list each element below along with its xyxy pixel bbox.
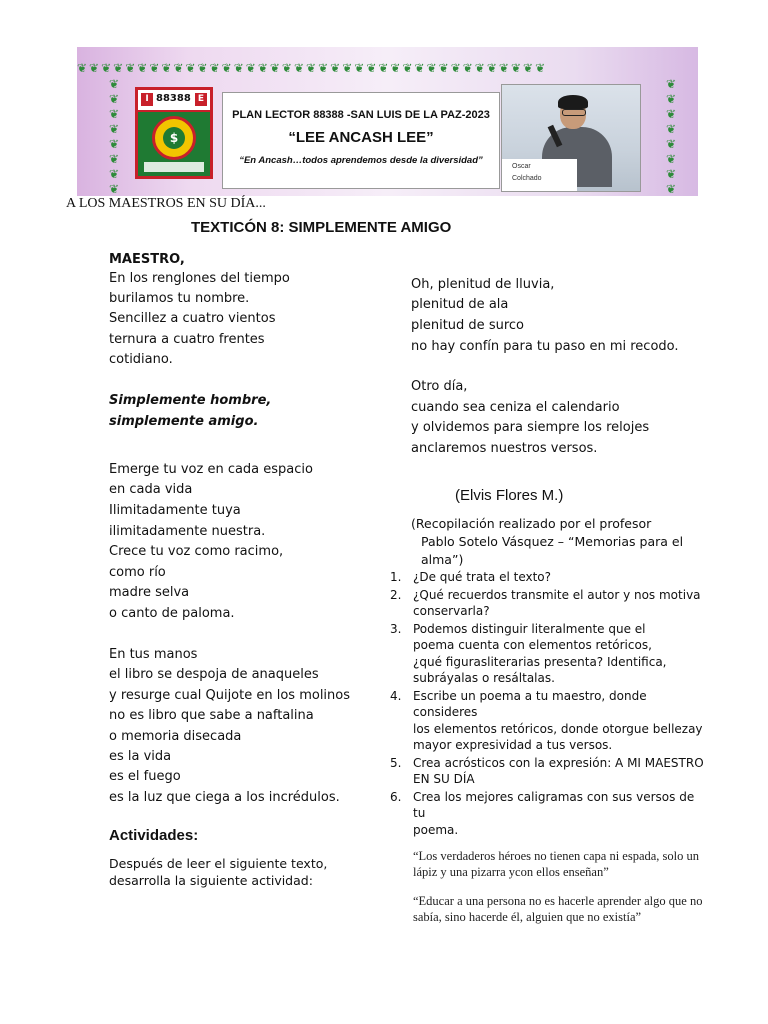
list-item [385,755,705,788]
item-text: Podemos distinguir literalmente que el [413,621,646,636]
activities-list [385,569,705,839]
poem-line: Oh, plenitud de lluvia, [411,277,555,292]
poem-line: Simplemente hombre, [109,393,272,408]
compilation-line: alma”) [421,552,464,567]
poem-line: es la luz que ciega a los incrédulos. [109,790,340,805]
poem-line: no hay confín para tu paso en mi recodo. [411,339,679,354]
item-text: los elementos retóricos, donde otorgue bellezay [413,721,703,736]
poem-line: como río [109,565,166,580]
item-text: ¿De qué trata el texto? [413,570,552,584]
vine-border-left: ❦ ❦ ❦ ❦ ❦ ❦ ❦ ❦ [108,77,120,195]
school-logo [135,87,213,179]
item-number: 4. [390,688,402,703]
compilation-note [411,515,711,569]
plan-lector-line: PLAN LECTOR 88388 -SAN LUIS DE LA PAZ-2023 [232,109,490,121]
item-number: 5. [390,755,402,770]
logo-seal [152,116,196,160]
program-slogan: “En Ancash…todos aprendemos desde la diversidad” [239,155,483,166]
poem-line: no es libro que sabe a naftalina [109,708,314,723]
quote-heroes: “Los verdaderos héroes no tienen capa ni espada, solo un lápiz y una pizarra ycon ellos enseñan” [413,849,700,879]
poem-line: plenitud de surco [411,318,524,333]
poem-line: simplemente amigo. [109,414,259,429]
item-number: 6. [390,789,402,804]
quote-educate: “Educar a una persona no es hacerle aprender algo que no sabía, sino hacerde él, alguien que no existía” [413,894,703,924]
logo-emblem-icon: $ [163,127,185,149]
item-text: Escribe un poema a tu maestro, donde consideres [413,688,647,719]
list-item [385,587,705,620]
item-text: conservarla? [413,604,490,618]
poem-line: madre selva [109,585,190,600]
poem-line: ilimitadamente nuestra. [109,524,266,539]
compilation-line: (Recopilación realizado por el profesor [411,516,652,531]
poem-line: cuando sea ceniza el calendario [411,400,620,415]
activities-heading: Actividades: [109,827,199,844]
author-photo [501,84,641,192]
logo-number: 88388 [156,93,191,104]
item-text: EN SU DÍA [413,772,475,786]
poem-line: Sencillez a cuatro vientos [109,311,276,326]
poem-line: En tus manos [109,647,198,662]
poem-line: o canto de paloma. [109,606,235,621]
logo-letter-left: I [141,93,153,106]
poem-line: anclaremos nuestros versos. [411,441,598,456]
poem-line: cotidiano. [109,352,173,367]
item-number: 2. [390,587,402,602]
poem-line: Otro día, [411,379,468,394]
list-item [385,569,705,586]
item-text: poema. [413,822,459,837]
poem-line: y olvidemos para siempre los relojes [411,420,650,435]
item-text: mayor expresividad a tus versos. [413,738,613,752]
poem-line: es la vida [109,749,172,764]
item-text: poema cuenta con elementos retóricos, [413,638,652,652]
item-text: subráyalas o resáltalas. [413,671,555,685]
logo-header [138,90,210,112]
poem-line: ternura a cuatro frentes [109,332,265,347]
poem-line: y resurge cual Quijote en los molinos [109,688,351,703]
photo-caption-last: Colchado [512,175,542,182]
program-name: “LEE ANCASH LEE” [288,129,434,146]
poem-line: Ilimitadamente tuya [109,503,241,518]
glasses-icon [562,109,586,116]
poem-line: En los renglones del tiempo [109,271,290,286]
poem-line: Crece tu voz como racimo, [109,544,284,559]
photo-caption-first: Oscar [512,163,531,170]
poem-author: (Elvis Flores M.) [455,487,564,504]
list-item [385,688,705,754]
logo-letter-right: E [195,93,207,106]
poem-line: plenitud de ala [411,297,509,312]
poem-line: el libro se despoja de anaqueles [109,667,319,682]
poem-line: MAESTRO, [109,252,185,267]
list-item [385,789,705,839]
item-number: 3. [390,621,402,636]
item-text: ¿Qué recuerdos transmite el autor y nos motiva [413,587,701,602]
banner-image [77,47,698,196]
logo-ribbon [144,162,204,172]
page-title: TEXTICÓN 8: SIMPLEMENTE AMIGO [191,219,452,236]
banner-title-box [222,92,500,189]
list-item [385,621,705,687]
activities-intro: Después de leer el siguiente texto, desarrolla la siguiente actividad: [109,856,328,888]
item-text: Crea acrósticos con la expresión: A MI MAESTRO [413,755,704,770]
poem-line: Emerge tu voz en cada espacio [109,462,313,477]
item-text: ¿qué figurasliterarias presenta? Identifica, [413,654,667,669]
dedication-heading: A LOS MAESTROS EN SU DÍA... [66,196,266,211]
poem-line: en cada vida [109,482,193,497]
item-text: Crea los mejores caligramas con sus versos de tu [413,789,695,820]
item-number: 1. [390,570,402,584]
poem-line: o memoria disecada [109,729,242,744]
compilation-line: Pablo Sotelo Vásquez – “Memorias para el [421,534,684,549]
person-hair [558,95,588,109]
poem-line: burilamos tu nombre. [109,291,250,306]
poem-line: es el fuego [109,769,181,784]
vine-border-right: ❦ ❦ ❦ ❦ ❦ ❦ ❦ ❦ [665,77,677,195]
vine-border-top: ❦❦❦❦❦❦❦❦❦❦❦❦❦❦❦❦❦❦❦❦❦❦❦❦❦❦❦❦❦❦❦❦❦❦❦❦❦❦❦ [77,61,548,75]
